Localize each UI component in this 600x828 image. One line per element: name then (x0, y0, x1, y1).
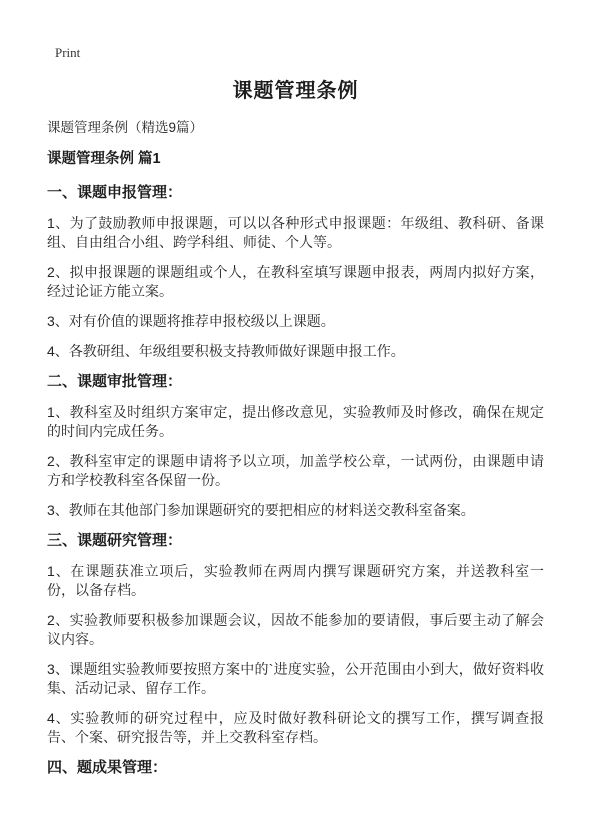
paragraph: 1、在课题获准立项后，实验教师在两周内撰写课题研究方案，并送教科室一份，以备存档。 (47, 563, 544, 598)
paragraph: 1、为了鼓励教师申报课题，可以以各种形式申报课题：年级组、教科研、备课组、自由组合小组、跨学科组、师徒、个人等。 (47, 215, 544, 250)
doc-subtitle: 课题管理条例（精选9篇） (47, 120, 204, 135)
paragraph: 4、各教研组、年级组要积极支持教师做好课题申报工作。 (47, 343, 405, 359)
section-heading: 一、课题申报管理： (47, 184, 183, 201)
paragraph: 3、教师在其他部门参加课题研究的要把相应的材料送交教科室备案。 (47, 502, 475, 518)
page-title: 课题管理条例 (232, 80, 359, 102)
paragraph: 2、教科室审定的课题申请将予以立项，加盖学校公章，一试两份，由课题申请方和学校教科室各保留一份。 (47, 453, 544, 488)
paragraph: 4、实验教师的研究过程中，应及时做好教科研论文的撰写工作，撰写调查报告、个案、研究报告等，并上交教科室存档。 (47, 710, 544, 745)
part-heading: 课题管理条例 篇1 (47, 151, 161, 167)
print-link[interactable]: Print (55, 45, 81, 60)
paragraph: 2、实验教师要积极参加课题会议，因故不能参加的要请假，事后要主动了解会议内容。 (47, 612, 544, 647)
paragraph: 1、教科室及时组织方案审定，提出修改意见，实验教师及时修改，确保在规定的时间内完成任务。 (47, 404, 544, 439)
paragraph: 2、拟申报课题的课题组或个人，在教科室填写课题申报表，两周内拟好方案，经过论证方能立案。 (47, 264, 544, 299)
document-body (47, 183, 544, 778)
section-heading: 三、课题研究管理： (47, 532, 183, 549)
section-heading: 二、课题审批管理： (47, 373, 183, 390)
paragraph: 3、对有价值的课题将推荐申报校级以上课题。 (47, 313, 335, 329)
paragraph: 3、课题组实验教师要按照方案中的`进度实验，公开范围由小到大，做好资料收集、活动记录、留存工作。 (47, 661, 544, 696)
section-heading: 四、题成果管理： (47, 759, 168, 776)
